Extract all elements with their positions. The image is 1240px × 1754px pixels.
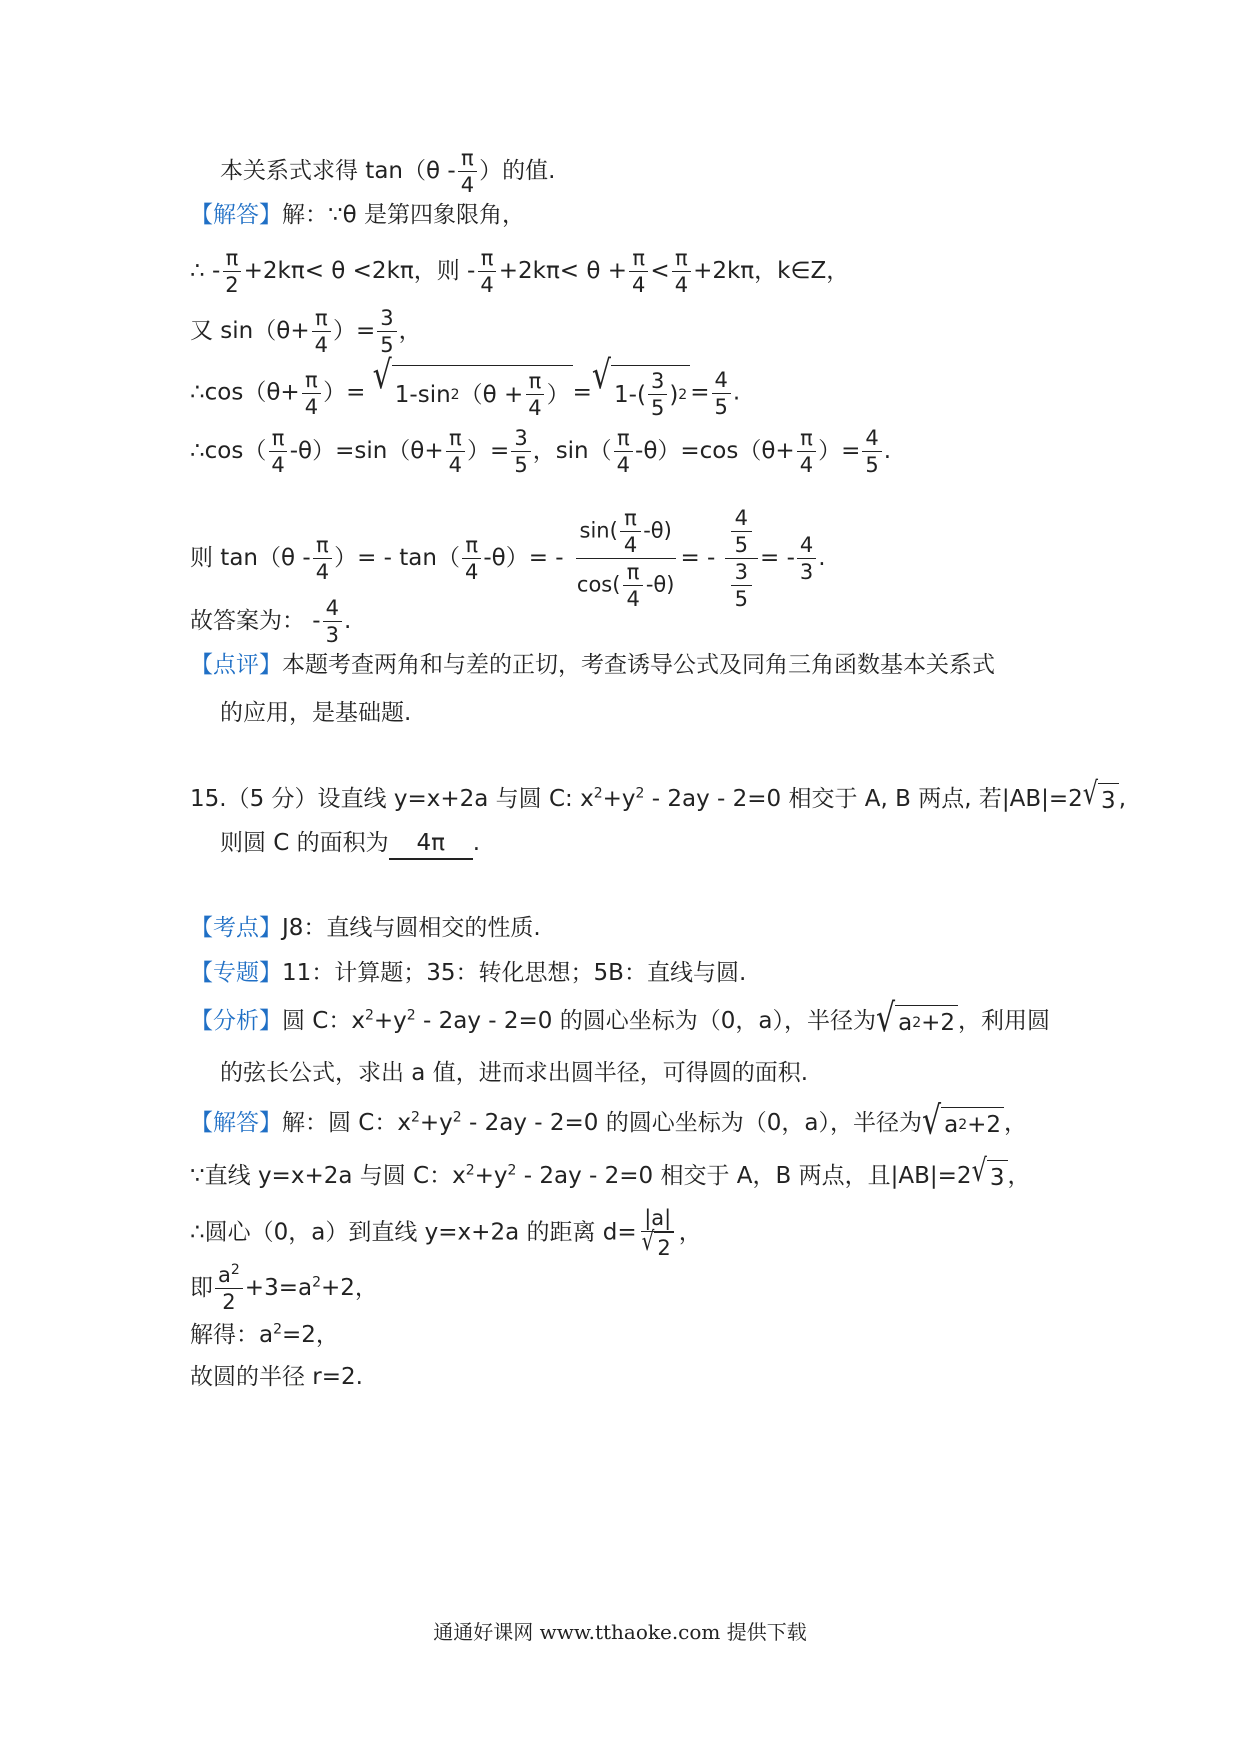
fraction: $\frac{\pi}{4}$ bbox=[458, 145, 477, 198]
answer-tag: 【解答】 bbox=[190, 202, 282, 228]
square-root: √ 1-sin 2 （θ + $\frac{\pi}{4}$ ） bbox=[373, 365, 573, 421]
answer-tag: 【解答】 bbox=[190, 1110, 282, 1136]
text-line: 【解答】解：圆 C：$x^2+y^2 - 2ay - 2=0$ 的圆心坐标为（0，a），半径为 √ a 2 +2 ， bbox=[190, 1098, 1028, 1144]
analysis-tag: 【分析】 bbox=[190, 1008, 282, 1034]
text-line: 解得：$a^2=2$， bbox=[190, 1321, 339, 1348]
text-line: 本关系式求得 tan（θ - $\frac{\pi}{4}$ ）的值. bbox=[220, 146, 556, 197]
text-line: ∴ - $\frac{\pi}{2}$ +2kπ< θ <2kπ，则 - $\frac{\pi}{4}$ +2kπ< θ + $\frac{\pi}{4}$ < $\frac{\pi}{4}$ +2kπ，k∈Z， bbox=[190, 246, 850, 297]
text-line: ∴cos（ $\frac{\pi}{4}$ -θ）=sin（θ+ $\frac{\pi}{4}$ ）= $\frac{3}{5}$ ，sin（ $\frac{\pi}{4}$ -θ）=cos（θ+ $\frac{\pi}{4}$ ）= $\frac{4}{5}$ . bbox=[190, 426, 892, 477]
comment-tag: 【点评】 bbox=[190, 652, 282, 678]
text-line: 故圆的半径 r=2. bbox=[190, 1364, 363, 1390]
text-line: 故答案为： - $\frac{4}{3}$ . bbox=[190, 596, 352, 647]
text-line: 【分析】圆 C：$x^2+y^2 - 2ay - 2=0$ 的圆心坐标为（0，a），半径为 √ a 2 +2 ，利用圆 bbox=[190, 996, 1051, 1042]
text-line: ∴圆心（0，a）到直线 y=x+2a 的距离 d= |a| √ 2 ， bbox=[190, 1206, 702, 1260]
text-line: ∴cos（θ+ $\frac{\pi}{4}$ ）= √ 1-sin 2 （θ + $\frac{\pi}{4}$ ） = √ 1-( $\frac{3}{5}$ ) 2 = $\frac{4}{5}$ . bbox=[190, 352, 741, 420]
topic-tag: 【考点】 bbox=[190, 915, 282, 941]
page-footer: 通通好课网 www.tthaoke.com 提供下载 bbox=[433, 1620, 807, 1644]
text-line: 的弦长公式，求出 a 值，进而求出圆半径，可得圆的面积. bbox=[220, 1060, 809, 1086]
compound-fraction: sin( $\frac{\pi}{4}$ -θ) cos( $\frac{\pi}{4}$ -θ) bbox=[576, 506, 675, 611]
category-tag: 【专题】 bbox=[190, 960, 282, 986]
compound-fraction: $\frac{\frac{4}{5}}{\frac{3}{5}}$ bbox=[725, 505, 758, 612]
text-line: 即 $\frac{a^2}{2}$ $+3=a^2+2$， bbox=[190, 1262, 378, 1314]
question-line: 15.（5 分）设直线 y=x+2a 与圆 C: $x^2+y^2 - 2ay - 2=0$ 相交于 A, B 两点, 若|AB|=2 √ 3 , bbox=[190, 775, 1126, 814]
square-root: √ a 2 +2 bbox=[876, 1005, 958, 1038]
fraction: |a| √ 2 bbox=[639, 1205, 677, 1261]
text-line: 【专题】11：计算题；35：转化思想；5B：直线与圆. bbox=[190, 960, 747, 986]
text-line: 【点评】本题考查两角和与差的正切，考查诱导公式及同角三角函数基本关系式 bbox=[190, 652, 995, 678]
answer-blank: 4π bbox=[389, 828, 473, 860]
square-root: √ 1-( $\frac{3}{5}$ ) 2 bbox=[592, 365, 690, 421]
text-line: 【解答】解：∵θ 是第四象限角， bbox=[190, 202, 526, 228]
question-line: 则圆 C 的面积为 4π . bbox=[220, 828, 480, 860]
text-line: 又 sin（θ+ $\frac{\pi}{4}$ ）= $\frac{3}{5}$ ， bbox=[190, 306, 422, 357]
square-root: √ a 2 +2 bbox=[922, 1107, 1004, 1140]
text-line: 则 tan（θ - $\frac{\pi}{4}$ ）= - tan（ $\frac{\pi}{4}$ -θ）= - sin( $\frac{\pi}{4}$ -θ) cos( $\frac{\pi}{4}$ -θ) = - $\frac{\frac{4}{5}}{\frac{3}{5}}$ = - $\frac{4}{3}$ . bbox=[190, 506, 826, 611]
text-line: 的应用，是基础题. bbox=[220, 700, 412, 726]
text-line: 【考点】J8：直线与圆相交的性质. bbox=[190, 915, 541, 941]
text-line: ∵直线 y=x+2a 与圆 C：$x^2+y^2 - 2ay - 2=0$ 相交于 A，B 两点，且|AB|=2 √ 3 ， bbox=[190, 1152, 1031, 1191]
square-root: √ 3 bbox=[972, 1160, 1008, 1193]
square-root: √ 3 bbox=[1083, 783, 1119, 816]
